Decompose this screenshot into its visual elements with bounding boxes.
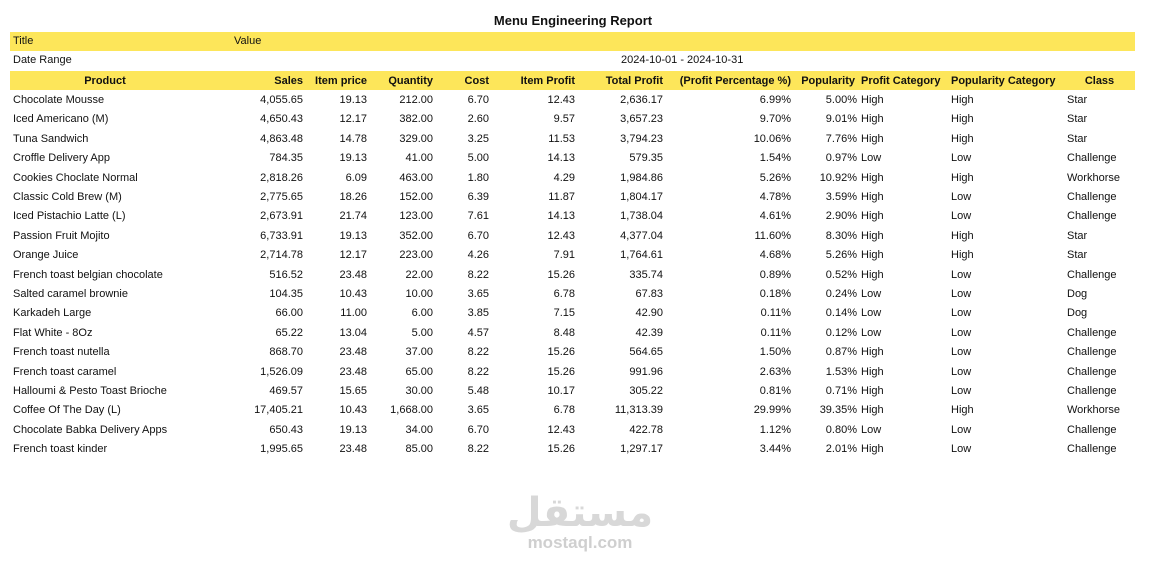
cell-popularity: 0.80% (825, 423, 857, 436)
cell-quantity: 223.00 (399, 249, 433, 262)
cell-popularity: 3.59% (825, 191, 857, 204)
cell-popularity-category: Low (951, 287, 972, 300)
cell-product: Iced Americano (M) (13, 113, 109, 126)
col-header-popularity: Popularity (801, 74, 855, 87)
cell-item-profit: 7.15 (553, 307, 575, 320)
cell-cost: 3.65 (467, 287, 489, 300)
cell-profit-percentage: 0.89% (759, 268, 791, 281)
cell-item-profit: 15.26 (547, 346, 575, 359)
table-row (10, 207, 1135, 226)
cell-item-profit: 15.26 (547, 268, 575, 281)
cell-profit-percentage: 0.18% (759, 287, 791, 300)
table-header-row (10, 71, 1135, 90)
cell-item-price: 10.43 (339, 404, 367, 417)
cell-cost: 8.22 (467, 346, 489, 359)
cell-popularity-category: Low (951, 191, 972, 204)
col-header-class: Class (1084, 74, 1115, 87)
cell-total-profit: 2,636.17 (620, 94, 663, 107)
cell-product: French toast caramel (13, 365, 117, 378)
cell-cost: 6.39 (467, 191, 489, 204)
cell-product: Halloumi & Pesto Toast Brioche (13, 384, 167, 397)
menu-engineering-table (10, 71, 1135, 459)
cell-item-price: 12.17 (339, 249, 367, 262)
table-row (10, 90, 1135, 109)
cell-profit-percentage: 10.06% (753, 132, 791, 145)
cell-class: Dog (1067, 307, 1088, 320)
cell-popularity: 2.01% (825, 443, 857, 456)
date-range-label: Date Range (13, 54, 72, 66)
cell-class: Challenge (1067, 268, 1117, 281)
cell-profit-category: High (861, 268, 884, 281)
cell-popularity: 9.01% (825, 113, 857, 126)
cell-sales: 2,818.26 (260, 171, 303, 184)
cell-product: Salted caramel brownie (13, 287, 128, 300)
cell-popularity: 5.00% (825, 94, 857, 107)
cell-profit-category: High (861, 171, 884, 184)
cell-item-profit: 14.13 (547, 210, 575, 223)
cell-item-price: 13.04 (339, 326, 367, 339)
cell-product: Orange Juice (13, 249, 79, 262)
cell-profit-category: Low (861, 307, 882, 320)
cell-profit-percentage: 2.63% (759, 365, 791, 378)
cell-profit-category: High (861, 132, 884, 145)
cell-quantity: 123.00 (399, 210, 433, 223)
cell-class: Star (1067, 113, 1088, 126)
cell-quantity: 30.00 (405, 384, 433, 397)
cell-popularity-category: High (951, 132, 974, 145)
cell-popularity-category: High (951, 249, 974, 262)
mostaql-watermark (500, 490, 660, 563)
cell-item-profit: 8.48 (553, 326, 575, 339)
table-row (10, 226, 1135, 245)
cell-item-profit: 11.87 (548, 191, 575, 204)
cell-item-price: 14.78 (339, 132, 367, 145)
table-body (10, 90, 1135, 458)
cell-profit-category: High (861, 443, 884, 456)
cell-sales: 66.00 (275, 307, 303, 320)
cell-total-profit: 422.78 (629, 423, 663, 436)
col-header-total-profit: Total Profit (605, 74, 663, 87)
cell-quantity: 41.00 (405, 152, 433, 165)
cell-popularity: 0.87% (825, 346, 857, 359)
cell-class: Challenge (1067, 365, 1117, 378)
cell-profit-percentage: 0.11% (760, 326, 791, 339)
table-row (10, 187, 1135, 206)
table-row (10, 381, 1135, 400)
date-range-row (10, 51, 1135, 70)
cell-class: Star (1067, 132, 1088, 145)
cell-popularity: 5.26% (825, 249, 857, 262)
cell-class: Challenge (1067, 346, 1117, 359)
cell-quantity: 10.00 (405, 287, 433, 300)
date-range-value: 2024-10-01 - 2024-10-31 (621, 54, 744, 66)
cell-popularity-category: Low (951, 423, 972, 436)
cell-popularity-category: Low (951, 210, 972, 223)
cell-item-profit: 10.17 (547, 384, 575, 397)
report-title: Menu Engineering Report (493, 13, 653, 28)
cell-item-profit: 7.91 (553, 249, 575, 262)
cell-total-profit: 3,794.23 (620, 132, 663, 145)
cell-total-profit: 1,764.61 (620, 249, 663, 262)
cell-profit-category: Low (861, 287, 882, 300)
cell-product: Chocolate Babka Delivery Apps (13, 423, 168, 436)
cell-sales: 4,650.43 (260, 113, 303, 126)
cell-cost: 7.61 (467, 210, 489, 223)
cell-quantity: 329.00 (399, 132, 433, 145)
table-row (10, 110, 1135, 129)
cell-popularity: 39.35% (819, 404, 857, 417)
cell-profit-category: Low (861, 326, 882, 339)
cell-item-profit: 15.26 (547, 365, 575, 378)
cell-item-profit: 12.43 (547, 94, 575, 107)
cell-class: Challenge (1067, 210, 1117, 223)
cell-quantity: 382.00 (399, 113, 433, 126)
cell-item-price: 19.13 (339, 229, 367, 242)
cell-total-profit: 1,804.17 (620, 191, 663, 204)
cell-profit-percentage: 6.99% (759, 94, 791, 107)
table-row (10, 439, 1135, 458)
cell-item-price: 18.26 (339, 191, 367, 204)
cell-popularity-category: High (951, 404, 974, 417)
cell-quantity: 5.00 (411, 326, 433, 339)
cell-profit-percentage: 4.61% (759, 210, 791, 223)
cell-profit-category: High (861, 249, 884, 262)
cell-item-profit: 11.53 (548, 132, 575, 145)
cell-class: Challenge (1067, 423, 1117, 436)
col-header-cost: Cost (464, 74, 489, 87)
cell-item-price: 12.17 (339, 113, 367, 126)
cell-class: Challenge (1067, 191, 1117, 204)
cell-item-profit: 6.78 (553, 287, 575, 300)
cell-quantity: 65.00 (405, 365, 433, 378)
cell-item-profit: 14.13 (547, 152, 575, 165)
cell-cost: 5.00 (467, 152, 489, 165)
table-row (10, 304, 1135, 323)
cell-class: Star (1067, 249, 1088, 262)
cell-total-profit: 564.65 (629, 346, 663, 359)
cell-cost: 5.48 (467, 384, 489, 397)
cell-profit-percentage: 29.99% (753, 404, 791, 417)
table-row (10, 401, 1135, 420)
cell-profit-percentage: 11.60% (754, 229, 791, 242)
cell-cost: 6.70 (467, 229, 489, 242)
cell-quantity: 463.00 (399, 171, 433, 184)
cell-product: Passion Fruit Mojito (13, 229, 110, 242)
cell-total-profit: 11,313.39 (614, 404, 663, 417)
cell-profit-percentage: 5.26% (759, 171, 791, 184)
cell-total-profit: 4,377.04 (620, 229, 663, 242)
cell-profit-percentage: 1.50% (759, 346, 791, 359)
cell-item-profit: 9.57 (553, 113, 575, 126)
cell-item-price: 19.13 (339, 152, 367, 165)
cell-popularity-category: High (951, 229, 974, 242)
cell-sales: 1,995.65 (260, 443, 303, 456)
cell-item-price: 23.48 (339, 443, 367, 456)
cell-class: Challenge (1067, 152, 1117, 165)
cell-quantity: 85.00 (405, 443, 433, 456)
cell-item-price: 15.65 (339, 384, 367, 397)
cell-popularity: 0.14% (825, 307, 857, 320)
cell-cost: 4.57 (467, 326, 489, 339)
cell-item-profit: 4.29 (553, 171, 575, 184)
cell-popularity: 8.30% (825, 229, 857, 242)
cell-quantity: 352.00 (399, 229, 433, 242)
cell-popularity-category: High (951, 171, 974, 184)
cell-profit-percentage: 4.78% (759, 191, 791, 204)
cell-profit-percentage: 1.54% (759, 152, 791, 165)
cell-popularity-category: High (951, 94, 974, 107)
cell-class: Star (1067, 94, 1088, 107)
cell-popularity: 0.52% (825, 268, 857, 281)
cell-product: French toast kinder (13, 443, 108, 456)
cell-total-profit: 335.74 (629, 268, 663, 281)
cell-item-profit: 12.43 (547, 423, 575, 436)
cell-total-profit: 42.39 (635, 326, 663, 339)
cell-total-profit: 305.22 (629, 384, 663, 397)
cell-cost: 3.25 (467, 132, 489, 145)
cell-popularity-category: Low (951, 326, 972, 339)
cell-popularity: 1.53% (825, 365, 857, 378)
cell-product: Croffle Delivery App (13, 152, 111, 165)
cell-cost: 6.70 (467, 423, 489, 436)
cell-item-price: 11.00 (340, 307, 367, 320)
cell-product: French toast nutella (13, 346, 110, 359)
cell-cost: 3.65 (467, 404, 489, 417)
cell-quantity: 1,668.00 (390, 404, 433, 417)
cell-cost: 8.22 (467, 365, 489, 378)
cell-popularity-category: Low (951, 443, 972, 456)
cell-sales: 65.22 (275, 326, 303, 339)
cell-profit-category: High (861, 229, 884, 242)
cell-quantity: 152.00 (399, 191, 433, 204)
col-header-popularity-category: Popularity Category (951, 74, 1056, 87)
cell-sales: 2,775.65 (260, 191, 303, 204)
cell-profit-category: High (861, 113, 884, 126)
cell-popularity-category: Low (951, 307, 972, 320)
cell-product: French toast belgian chocolate (13, 268, 163, 281)
cell-profit-category: High (861, 94, 884, 107)
cell-profit-category: High (861, 365, 884, 378)
cell-class: Challenge (1067, 326, 1117, 339)
cell-item-price: 6.09 (345, 171, 367, 184)
cell-popularity-category: Low (951, 384, 972, 397)
cell-popularity: 10.92% (819, 171, 857, 184)
cell-sales: 6,733.91 (260, 229, 303, 242)
cell-quantity: 22.00 (405, 268, 433, 281)
value-label: Value (234, 35, 262, 47)
cell-item-price: 23.48 (339, 346, 367, 359)
cell-popularity: 0.97% (825, 152, 857, 165)
cell-cost: 8.22 (467, 443, 489, 456)
cell-sales: 469.57 (269, 384, 303, 397)
cell-sales: 4,863.48 (260, 132, 303, 145)
cell-profit-percentage: 9.70% (759, 113, 791, 126)
cell-sales: 784.35 (269, 152, 303, 165)
table-row (10, 129, 1135, 148)
cell-total-profit: 3,657.23 (620, 113, 663, 126)
cell-class: Challenge (1067, 443, 1117, 456)
cell-total-profit: 42.90 (635, 307, 663, 320)
cell-sales: 516.52 (269, 268, 303, 281)
cell-total-profit: 579.35 (629, 152, 663, 165)
cell-item-price: 23.48 (339, 268, 367, 281)
cell-item-price: 10.43 (339, 287, 367, 300)
cell-popularity: 0.24% (825, 287, 857, 300)
cell-sales: 868.70 (269, 346, 303, 359)
cell-sales: 650.43 (269, 423, 303, 436)
watermark-url: mostaql.com (527, 533, 633, 552)
cell-quantity: 212.00 (399, 94, 433, 107)
cell-product: Chocolate Mousse (13, 94, 105, 107)
col-header-item-price: Item price (315, 74, 367, 87)
cell-class: Workhorse (1067, 404, 1120, 417)
table-row (10, 284, 1135, 303)
cell-sales: 1,526.09 (260, 365, 303, 378)
cell-popularity: 0.12% (825, 326, 857, 339)
cell-class: Workhorse (1067, 171, 1120, 184)
cell-item-profit: 12.43 (547, 229, 575, 242)
cell-class: Challenge (1067, 384, 1117, 397)
table-row (10, 246, 1135, 265)
cell-total-profit: 1,297.17 (620, 443, 663, 456)
table-row (10, 149, 1135, 168)
table-row (10, 168, 1135, 187)
cell-product: Classic Cold Brew (M) (13, 191, 122, 204)
cell-popularity-category: Low (951, 365, 972, 378)
col-header-product: Product (84, 74, 126, 87)
title-value-row (10, 32, 1135, 51)
cell-cost: 4.26 (467, 249, 489, 262)
cell-sales: 2,673.91 (260, 210, 303, 223)
cell-item-price: 19.13 (339, 423, 367, 436)
cell-item-price: 19.13 (339, 94, 367, 107)
cell-profit-category: High (861, 404, 884, 417)
cell-profit-percentage: 0.81% (759, 384, 791, 397)
cell-popularity: 7.76% (825, 132, 857, 145)
cell-popularity-category: High (951, 113, 974, 126)
cell-profit-percentage: 4.68% (759, 249, 791, 262)
col-header-quantity: Quantity (388, 74, 433, 87)
cell-total-profit: 991.96 (629, 365, 663, 378)
cell-sales: 4,055.65 (260, 94, 303, 107)
cell-profit-percentage: 0.11% (760, 307, 791, 320)
cell-cost: 3.85 (467, 307, 489, 320)
cell-profit-percentage: 1.12% (759, 423, 791, 436)
cell-quantity: 34.00 (405, 423, 433, 436)
cell-profit-percentage: 3.44% (759, 443, 791, 456)
cell-product: Coffee Of The Day (L) (13, 404, 121, 417)
cell-cost: 8.22 (467, 268, 489, 281)
cell-profit-category: High (861, 384, 884, 397)
cell-total-profit: 1,984.86 (620, 171, 663, 184)
cell-popularity-category: Low (951, 268, 972, 281)
cell-product: Iced Pistachio Latte (L) (13, 210, 126, 223)
table-row (10, 342, 1135, 361)
cell-profit-category: Low (861, 152, 882, 165)
table-row (10, 362, 1135, 381)
cell-sales: 2,714.78 (260, 249, 303, 262)
cell-popularity: 0.71% (825, 384, 857, 397)
col-header-item-profit: Item Profit (520, 74, 575, 87)
table-row (10, 265, 1135, 284)
cell-profit-category: High (861, 346, 884, 359)
table-row (10, 323, 1135, 342)
watermark-arabic-logo: مستقل (506, 490, 654, 536)
cell-product: Cookies Choclate Normal (13, 171, 138, 184)
col-header-profit-percentage: (Profit Percentage %) (679, 74, 791, 87)
cell-cost: 2.60 (467, 113, 489, 126)
cell-product: Tuna Sandwich (13, 132, 89, 145)
cell-class: Star (1067, 229, 1088, 242)
cell-item-price: 23.48 (339, 365, 367, 378)
cell-item-profit: 15.26 (547, 443, 575, 456)
cell-quantity: 6.00 (411, 307, 433, 320)
cell-sales: 104.35 (269, 287, 303, 300)
cell-popularity-category: Low (951, 152, 972, 165)
title-label: Title (13, 35, 34, 47)
cell-cost: 6.70 (467, 94, 489, 107)
cell-cost: 1.80 (467, 171, 489, 184)
cell-profit-category: High (861, 210, 884, 223)
cell-product: Flat White - 8Oz (13, 326, 93, 339)
cell-profit-category: High (861, 191, 884, 204)
cell-profit-category: Low (861, 423, 882, 436)
cell-total-profit: 1,738.04 (620, 210, 663, 223)
cell-popularity-category: Low (951, 346, 972, 359)
cell-popularity: 2.90% (825, 210, 857, 223)
cell-quantity: 37.00 (405, 346, 433, 359)
cell-item-price: 21.74 (339, 210, 367, 223)
cell-item-profit: 6.78 (553, 404, 575, 417)
table-row (10, 420, 1135, 439)
col-header-profit-category: Profit Category (861, 74, 941, 87)
cell-class: Dog (1067, 287, 1088, 300)
cell-product: Karkadeh Large (13, 307, 92, 320)
cell-total-profit: 67.83 (635, 287, 663, 300)
col-header-sales: Sales (274, 74, 303, 87)
cell-sales: 17,405.21 (254, 404, 303, 417)
